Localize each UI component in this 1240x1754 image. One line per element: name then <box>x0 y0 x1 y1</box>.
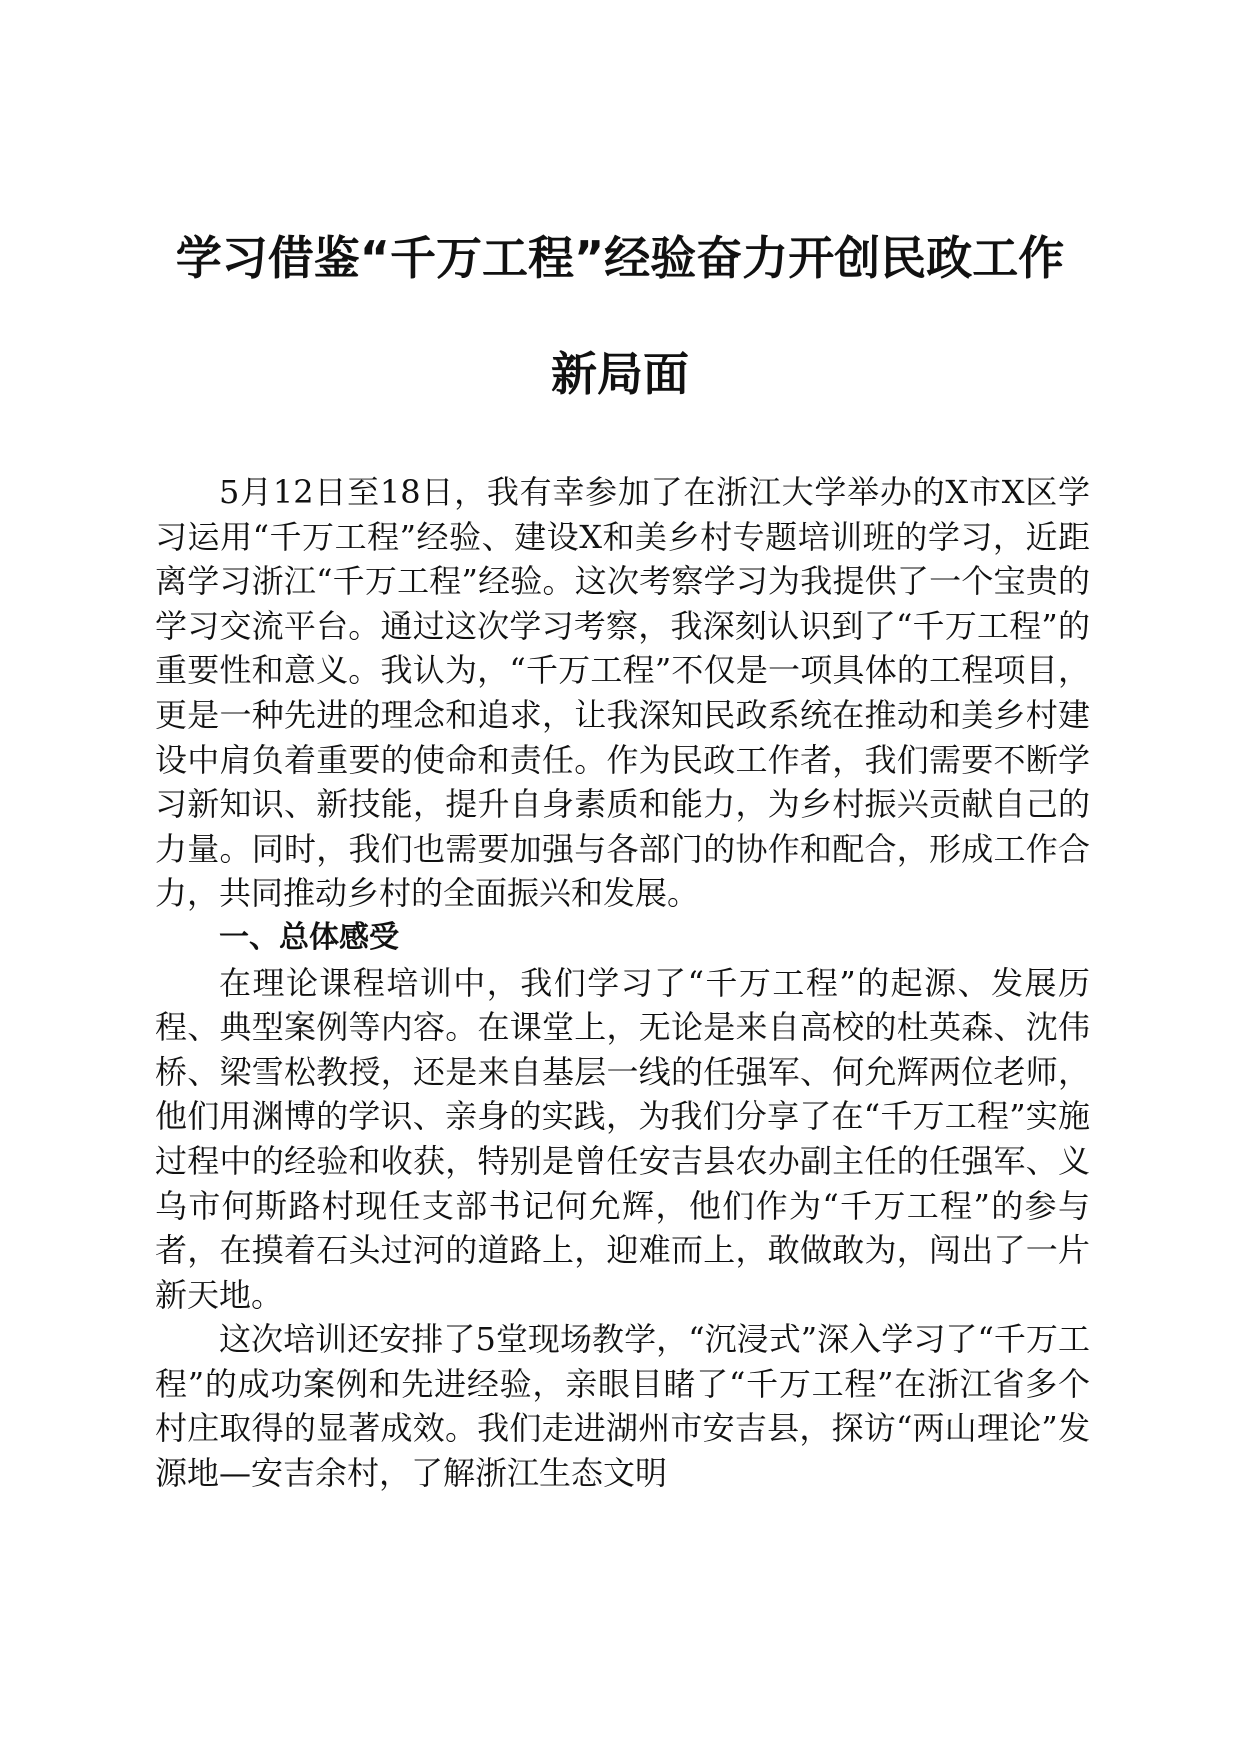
section-paragraph: 这次培训还安排了5堂现场教学，“沉浸式”深入学习了“千万工程”的成功案例和先进经验，亲眼目睹了“千万工程”在浙江省多个村庄取得的显著成效。我们走进湖州市安吉县，探访“两山理论”发源地—安吉余村，了解浙江生态文明 <box>155 1320 1090 1493</box>
document-title-line1: 学习借鉴“千万工程”经验奋力开创民政工作 <box>175 231 1065 285</box>
document-body <box>155 470 1090 1496</box>
document-title-line2: 新局面 <box>551 347 689 401</box>
intro-paragraph: 5月12日至18日，我有幸参加了在浙江大学举办的X市X区学习运用“千万工程”经验、建设X和美乡村专题培训班的学习，近距离学习浙江“千万工程”经验。这次考察学习为我提供了一个宝贵的学习交流平台。通过这次学习考察，我深刻认识到了“千万工程”的重要性和意义。我认为，“千万工程”不仅是一项具体的工程项目，更是一种先进的理念和追求，让我深知民政系统在推动和美乡村建设中肩负着重要的使命和责任。作为民政工作者，我们需要不断学习新知识、新技能，提升自身素质和能力，为乡村振兴贡献自己的力量。同时，我们也需要加强与各部门的协作和配合，形成工作合力，共同推动乡村的全面振兴和发展。 <box>155 473 1090 913</box>
section-heading: 一、总体感受 <box>219 919 399 955</box>
section-paragraph: 在理论课程培训中，我们学习了“千万工程”的起源、发展历程、典型案例等内容。在课堂上，无论是来自高校的杜英森、沈伟桥、梁雪松教授，还是来自基层一线的任强军、何允辉两位老师，他们用渊博的学识、亲身的实践，为我们分享了在“千万工程”实施过程中的经验和收获，特别是曾任安吉县农办副主任的任强军、义乌市何斯路村现任支部书记何允辉，他们作为“千万工程”的参与者，在摸着石头过河的道路上，迎难而上，敢做敢为，闯出了一片新天地。 <box>155 963 1090 1314</box>
